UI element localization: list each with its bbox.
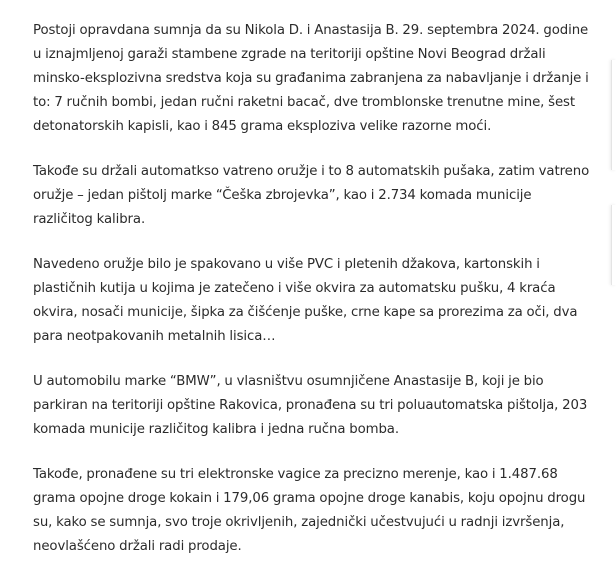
- article-paragraph: Postoji opravdana sumnja da su Nikola D. i Anastasija B. 29. septembra 2024. godine u iznajmljenoj garaži stambene zgrade na teritoriji opštine Novi Beograd držali minsko-eksplozivna sredstva koja su građanima zabranjena za nabavljanje i držanje i to: 7 ručnih bombi, jedan ručni raketni bacač, dve tromblonske trenutne mine, šest detonatorskih kapisli, kao i 845 grama eksploziva velike razorne moći.: [33, 23, 589, 134]
- article-paragraph: Navedeno oružje bilo je spakovano u više PVC i pletenih džakova, kartonskih i plastičnih kutija u kojima je zatečeno i više okvira za automatsku pušku, 4 kraća okvira, nosači municije, šipka za čišćenje puške, crne kape sa prorezima za oči, dva para neotpakovanih metalnih lisica…: [33, 257, 578, 344]
- sidebar-widget-edge: [611, 205, 616, 285]
- sidebar-widget-edge: [611, 60, 616, 170]
- article-paragraph: Takođe, pronađene su tri elektronske vagice za precizno merenje, kao i 1.487.68 grama opojne droge kokain i 179,06 grama opojne droge kanabis, koju opojnu drogu su, kako se sumnja, svo troje okrivljenih, zajednički učestvujući u radnji izvršenja, neovlašćeno držali radi prodaje.: [33, 467, 586, 554]
- article-body: [33, 19, 595, 580]
- article-paragraph: Takođe su držali automatkso vatreno oružje i to 8 automatskih pušaka, zatim vatreno oružje – jedan pištolj marke “Češka zbrojevka”, kao i 2.734 komada municije različitog kalibra.: [33, 164, 590, 227]
- article-paragraph: U automobilu marke “BMW”, u vlasništvu osumnjičene Anastasije B, koji je bio parkiran na teritoriji opštine Rakovica, pronađena su tri poluautomatska pištolja, 203 komada municije različitog kalibra i jedna ručna bomba.: [33, 374, 588, 437]
